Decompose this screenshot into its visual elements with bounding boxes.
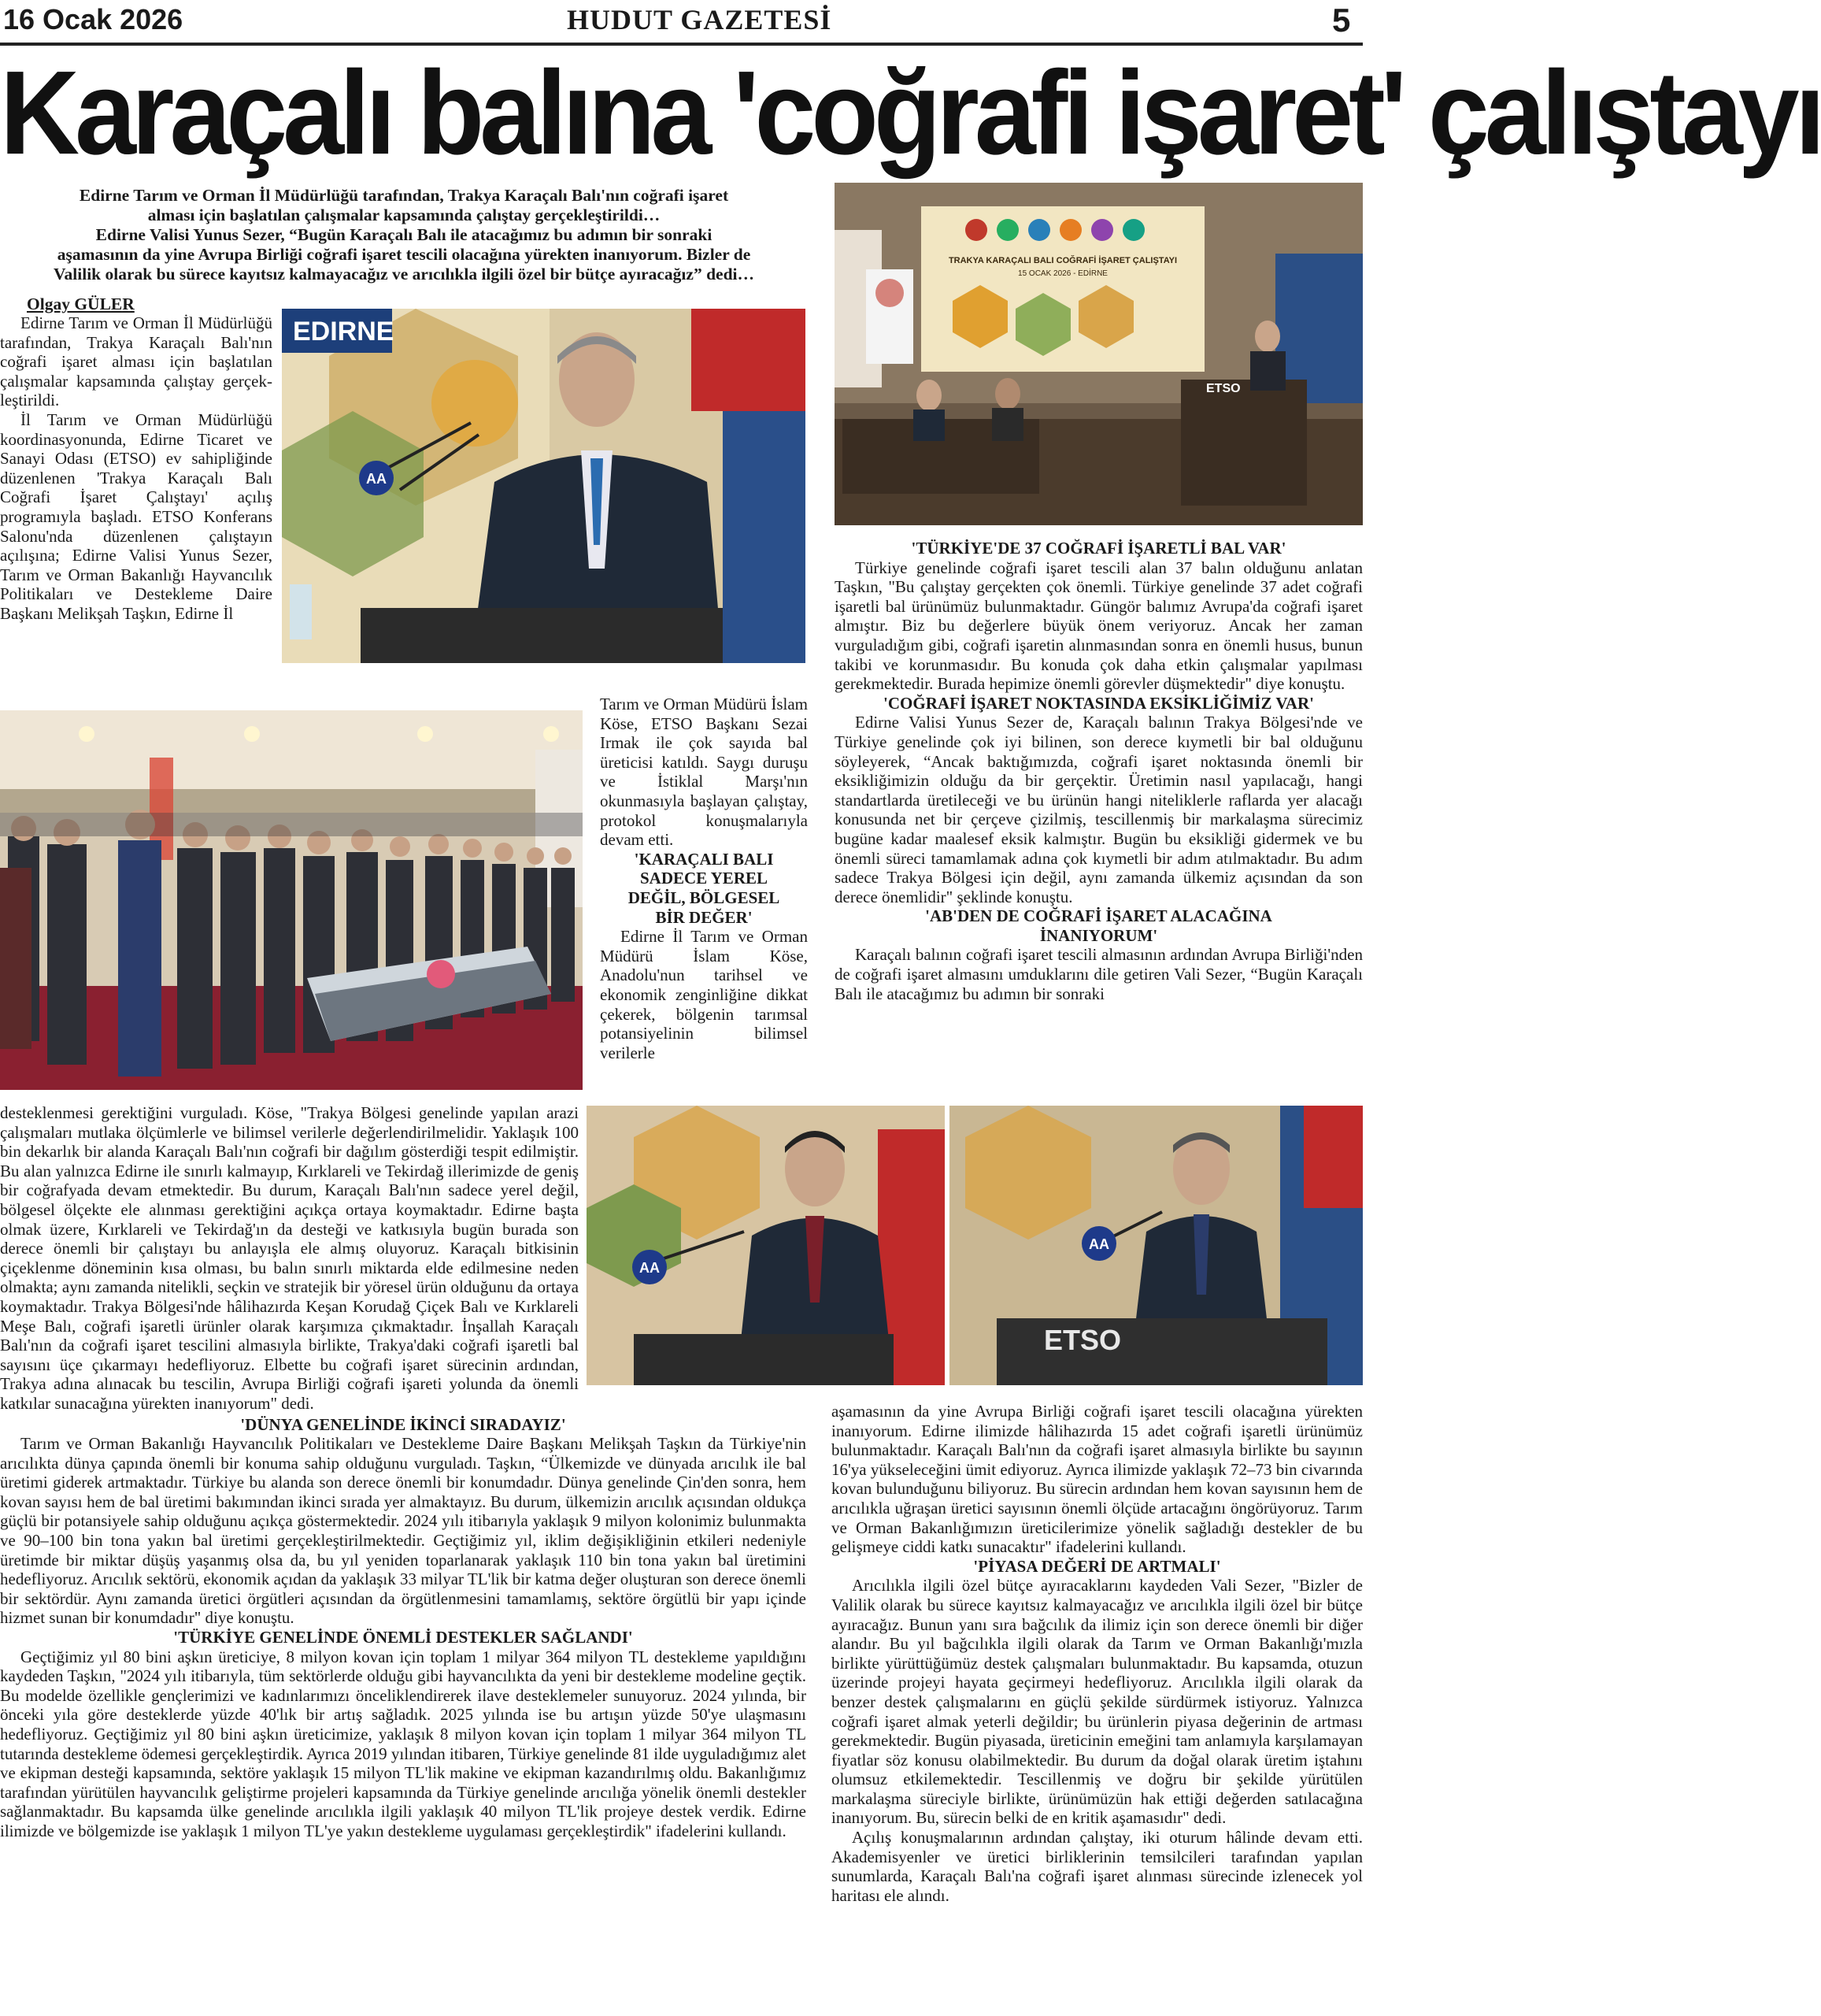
- paragraph: Türkiye genelinde coğrafi işaret tescili alan 37 balın olduğunu anlatan Taşkın, "Bu çalıştay gerçekten çok önemli. Türkiye genelinde 37 adet coğrafi işaretli bal ürünümüz bulunmaktadır. Güngör balımız Avrupa'da coğrafi işaret almıştır. Biz bu değerlere büyük önem veriyoruz. Ancak her zaman vurguladığım gibi, coğrafi işaretin alınmasından sonra en önemli husus, bunun takibi ve korunmasıdır. Bu konuda çok daha etkin çalışmalar yapılması gerekmektedir. Burada hepimize önemli görevler düşmektedir" diye konuştu.: [835, 558, 1363, 694]
- subheading-line: DEĞİL, BÖLGESEL: [627, 888, 780, 907]
- paragraph: Geçtiğimiz yıl 80 bini aşkın üreticiye, 8 milyon kovan için toplam 1 milyar 364 milyon TL destekleme yapıldığını kaydeden Taşkın, "2024 yılı itibarıyla, tüm sektörlerde olduğu gibi hayvancılıkta da yeni bir destekleme modeline geçtik. Bu modelde özellikle gençlerimizi ve kadınlarımızı önceliklendirerek ilave desteklemeler sunuyoruz. 2024 yılında, bir önceki yıla göre desteklerde yüzde 40'lık bir artış sağladık. 2025 yılında ise bu artışın yüzde 50'ye ulaşmasını hedefliyoruz. Geçtiğimiz yıl 80 bini aşkın üreticimize, yaklaşık 8 milyon kovan için toplam 1 milyar 364 milyon TL tutarında destekleme ödemesi gerçekleştirdik. Ayrıca 2019 yılından itibaren, Türkiye genelinde 81 ilde uyguladığımız alet ve ekipman desteği kapsamında, sektöre yaklaşık 15 milyon TL'lik makine ve ekipman kazandırılmış oldu. Bakanlığımız tarafından yürütülen hayvancılık geliştirme projeleri kapsamında da Türkiye genelinde arıcılığa yönelik önemli destekler sağlanmaktadır. Bu kapsamda ülke genelinde arıcılıkla ilgili yaklaşık 40 milyon TL'lik projeye destek verdik. Edirne ilimizde ve bölgemizde ise yaklaşık 1 milyon TL'ye yakın destekleme uygulaması gerçekleştirdik" ifadelerini kullandı.: [0, 1647, 806, 1840]
- subheading-line: BİR DEĞER': [655, 907, 753, 927]
- lead-line: Edirne Tarım ve Orman İl Müdürlüğü tarafından, Trakya Karaçalı Balı'nın coğrafi işaret: [79, 186, 729, 205]
- headline: Karaçalı balına 'coğrafi işaret' çalıştayı: [0, 46, 1821, 180]
- subheading-line: SADECE YEREL: [639, 869, 768, 888]
- newspaper-name: HUDUT GAZETESİ: [567, 4, 832, 35]
- subheading-deficiency: 'COĞRAFİ İŞARET NOKTASINDA EKSİKLİĞİMİZ VAR': [883, 693, 1314, 713]
- paragraph: Tarım ve Orman Müdürü İslam Köse, ETSO Başkanı Sezai Irmak ile çok sayıda bal üreticisi katıldı. Saygı duruşu ve İstiklal Marşı'nın okunmasıyla başlayan çalıştay, protokol konuşmalarıyla devam etti.: [600, 695, 808, 850]
- col1-text: [0, 313, 272, 624]
- podium-label: ETSO: [1206, 382, 1241, 395]
- photo-speaker-taskin: [949, 1106, 1363, 1385]
- lead-line: alması için başlatılan çalışmalar kapsamında çalıştay gerçekleştirildi…: [147, 206, 661, 224]
- subheading-market-value: 'PİYASA DEĞERİ DE ARTMALI': [973, 1556, 1221, 1576]
- subheading-regional: [600, 850, 808, 927]
- paragraph: desteklenmesi gerektiğini vurguladı. Köse, "Trakya Bölgesi genelinde yapılan arazi çalışmaları mutlaka ölçümlerle ve bilimsel verilerle değerlendirilmelidir. Yaklaşık 100 bin dekarlık bir alanda Karaçalı Balı'nın coğrafi bir dağılım gösterdiği tespit edilmiştir. Bu alan yalnızca Edirne ile sınırlı kalmayıp, Kırklareli ve Tekirdağ illerimizde de geniş bir coğrafyada devam etmektedir. Bu durum, Karaçalı Balı'nın sadece yerel değil, bölgesel ölçekte ele alınması gerektiğini açıkça ortaya koymaktadır. Edirne başta olmak üzere, Kırklareli ve Tekirdağ'ın da desteği ve katkısıyla bugün burada son derece önemli bir çalıştayı bu anlayışla ele almış oluyoruz. Karaçalı bitkisinin çiçeklenme döneminin kısa olması, bu balın sınırlı miktarda elde edilmesine neden olmakta; aynı zamanda nitelikli, seçkin ve stratejik bir yöresel ürün olduğunu da ortaya koymaktadır. Trakya Bölgesi'nde hâlihazırda Keşan Korudağ Çiçek Balı ve Kırklareli Meşe Balı, coğrafi işaretli ürünler olarak karşımıza çıkmaktadır. İnşallah Karaçalı Balı'nın da coğrafi işaret tescilini almasıyla birlikte, Trakya'daki coğrafi işaretli bal sayısını üçe çıkarmayı hedefliyoruz. Elbette bu coğrafi işaret sürecinin ardından, Trakya adına alınacak bu tescilin, Avrupa Birliği coğrafi işareti yolunda da önemli katkılar sunacağına yürekten inanıyorum" dedi.: [0, 1103, 579, 1413]
- paragraph: Edirne Tarım ve Orman İl Müdürlüğü tarafından, Trakya Karaçalı Balı'nın coğrafi işaret alması için başlatılan çalışmalar kapsamında çalıştay gerçek-leştirildi.: [0, 313, 272, 410]
- paragraph: aşamasının da yine Avrupa Birliği coğrafi işaret tescili olacağına yürekten inanıyorum. Edirne ilimizde hâlihazırda 15 adet coğrafi işaretli ürünümüz bulunmaktadır. Karaçalı Balı'nın da coğrafi işaret almasıyla birlikte bu sayının 16'ya yükseleceğini ümit ediyoruz. Ayrıca ilimizde yaklaşık 72–73 bin civarında kovan bulunduğunu biliyoruz. Bu sürecin ardından hem kovan sayısının hem de arıcılıkla uğraşan üretici sayısının önemli ölçüde artacağını öngörüyoruz. Tarım ve Orman Bakanlığımızın üreticilerimize yönelik sağladığı destekler de bu gelişmeye ciddi katkı sunacaktır" ifadelerini kullandı.: [831, 1402, 1363, 1557]
- mic-logo: AA: [639, 1260, 660, 1276]
- photo-conference-slide: [835, 183, 1363, 525]
- paragraph: Karaçalı balının coğrafi işaret tescili almasının ardından Avrupa Birliği'nden de coğrafi işaret almasını umduklarını dile getiren Vali Sezer, “Bugün Karaçalı Balı ile atacağımız bu adımın bir sonraki: [835, 945, 1363, 1003]
- subheading-world-second: 'DÜNYA GENELİNDE İKİNCİ SIRADAYIZ': [240, 1414, 566, 1434]
- paragraph: Edirne İl Tarım ve Orman Müdürü İslam Köse, Anadolu'nun tarihsel ve ekonomik zenginliğine dikkat çekerek, bölgenin tarımsal potansiyelinin bilimsel verilerle: [600, 927, 808, 1062]
- podium-label: ETSO: [1044, 1324, 1122, 1356]
- lead-line: Valilik olarak bu sürece kayıtsız kalmayacağız ve arıcılıkla ilgili özel bir bütçe ayıracağız” dedi…: [53, 265, 755, 284]
- issue-date: 16 Ocak 2026: [3, 3, 183, 35]
- photo-audience-standing: [0, 710, 583, 1090]
- slide-date: 15 OCAK 2026 - EDİRNE: [1018, 269, 1108, 278]
- paragraph: Edirne Valisi Yunus Sezer de, Karaçalı balının Trakya Bölgesi'nde ve Türkiye genelinde çok iyi bilinen, son derece kıymetli bir bal olduğunu söyleyerek, “Ancak baktığımızda, coğrafi işaret noktasında önemli bir eksikliğimizin olduğu da bir gerçektir. Üretimin nasıl yapılacağı, hangi standartlarda üretileceği ve bu ürünün hangi niteliklerle raflarda yer alacağı konusunda net bir çerçeve çizilmiş, tescillenmiş bir markalaşma sürecimiz bugüne kadar maalesef eksik kalmıştır. Bugün bu eksikliği gidermek ve bu önemli süreci tamamlamak adına çok kıymetli bir adım atılmaktadır. Bu adım sadece Trakya Bölgesi için değil, aynı zamanda ülkemiz açısından da son derece önemlidir" şeklinde konuştu.: [835, 713, 1363, 906]
- subheading-line: İNANIYORUM': [1039, 925, 1158, 945]
- lead-line: aşamasının da yine Avrupa Birliği coğrafi işaret tescili olacağına yürekten inanıyorum. Bizler de: [57, 245, 751, 264]
- lead-line: Edirne Valisi Yunus Sezer, “Bugün Karaçalı Balı ile atacağımız bu adımın bir sonraki: [95, 225, 712, 244]
- subheading-line: 'AB'DEN DE COĞRAFİ İŞARET ALACAĞINA: [925, 906, 1272, 926]
- page-number: 5: [1332, 2, 1351, 39]
- subheading-line: 'KARAÇALI BALI: [634, 849, 774, 869]
- subheading-37-honey: 'TÜRKİYE'DE 37 COĞRAFİ İŞARETLİ BAL VAR': [911, 539, 1286, 558]
- col2-text: [600, 695, 808, 1062]
- right-top-text: [835, 539, 1363, 1003]
- subheading-eu: [835, 906, 1363, 945]
- paragraph: Tarım ve Orman Bakanlığı Hayvancılık Politikaları ve Destekleme Daire Başkanı Melikşah Taşkın da Türkiye'nin arıcılıkta dünya çapında önemli bir konuma sahip olduğunu vurguladı. Taşkın, “Ülkemizde ve dünyada arıcılık ile bal üretimi giderek artmaktadır. Türkiye bu alanda son derece önemli bir konumdadır. Dünya genelinde Çin'den sonra, hem kovan sayısı hem de bal üretimi bakımından ikinci sırada yer almaktayız. Bu durum, ülkemizin arıcılık açısından oldukça güçlü bir potansiyele sahip olduğunu açıkça göstermektedir. 2024 yılı itibarıyla yaklaşık 9 milyon kolonimiz bulunmakta ve 90–100 bin tona yakın bal üretimi gerçekleştirilmektedir. Geçtiğimiz yıl, iklim değişikliğinin etkileri nedeniyle üretimde bir miktar düşüş yaşanmış olsa da, bu yıl yeniden toparlanarak yaklaşık 110 bin tona yakın bal üretimini hedefliyoruz. Arıcılık sektörü, ekonomik açıdan da yaklaşık 33 milyar TL'lik bir katma değer oluşturan son derece önemli bir sektördür. Aynı zamanda üretici örgütleri açısından da örgütlenmesini tamamlamış, sektöre örgütlü bir yapı içinde hizmet sunan bir konumdadır" diye konuştu.: [0, 1434, 806, 1628]
- byline: Olgay GÜLER: [27, 295, 135, 313]
- left-bottom-text: [0, 1103, 806, 1841]
- slide-title: TRAKYA KARAÇALI BALI COĞRAFİ İŞARET ÇALIŞTAYI: [948, 256, 1178, 265]
- photo-governor-speaking: [282, 309, 805, 663]
- paragraph: Açılış konuşmalarının ardından çalıştay, iki oturum hâlinde devam etti. Akademisyenler ve üretici birliklerinin temsilcileri tarafından yapılan sunumlarda, Karaçalı Balı'na coğrafi işaret alınması sürecinde izlenecek yol haritası ele alındı.: [831, 1828, 1363, 1905]
- subheading-supports: 'TÜRKİYE GENELİNDE ÖNEMLİ DESTEKLER SAĞLANDI': [173, 1628, 633, 1647]
- mic-logo: AA: [366, 471, 387, 487]
- paragraph: İl Tarım ve Orman Müdürlüğü koordinasyonunda, Edirne Ticaret ve Sanayi Odası (ETSO) ev sahipliğinde düzenlenen 'Trakya Karaçalı Balı Coğrafi İşaret Çalıştayı' açılış programıyla başladı. ETSO Konferans Salonu'nda düzenlenen çalıştayın açılışına; Edirne Valisi Yunus Sezer, Tarım ve Orman Bakanlığı Hayvancılık Politikaları ve Destekleme Daire Başkanı Melikşah Taşkın, Edirne İl: [0, 410, 272, 623]
- backdrop-label: EDIRNE: [293, 317, 394, 346]
- lead-summary: [14, 186, 794, 284]
- paragraph: Arıcılıkla ilgili özel bütçe ayıracaklarını kaydeden Vali Sezer, "Bizler de Valilik olarak bu sürece kayıtsız kalmayacağız ve arıcılıkla ilgili özel bir bütçe ayıracağız. Bunun yanı sıra bağcılık da ilimiz için son derece önemli bir diğer alandır. Bu yıl bağcılıkla ilgili olarak da Tarım ve Orman Bakanlığı'mızla birlikte yürüttüğümüz destek çalışmaları bulunmaktadır. Bu kapsamda, otuzun üzerinde projeyi hayata geçirmeyi hedefliyoruz. Arıcılıkla ilgili olarak da benzer destek çalışmalarını en güçlü şekilde sürdürmek istiyoruz. Yalnızca coğrafi işaret almak yeterli değildir; bu ürünlerin piyasa değerinin de artması gerekmektedir. Bugün piyasada, üreticinin emeğini tam anlamıyla karşılamayan fiyatlar söz konusu olabilmektedir. Bu durum da doğal olarak üretim iştahını olumsuz etkilemektedir. Tescillenmiş ve doğru bir şekilde yürütülen markalaşma süreciyle birlikte, ürünümüzün hak ettiği değerden satılacağına inanıyorum. Bu, sürecin belki de en kritik aşamasıdır" dedi.: [831, 1576, 1363, 1828]
- mic-logo: AA: [1089, 1236, 1109, 1252]
- right-bottom-text: [831, 1402, 1363, 1905]
